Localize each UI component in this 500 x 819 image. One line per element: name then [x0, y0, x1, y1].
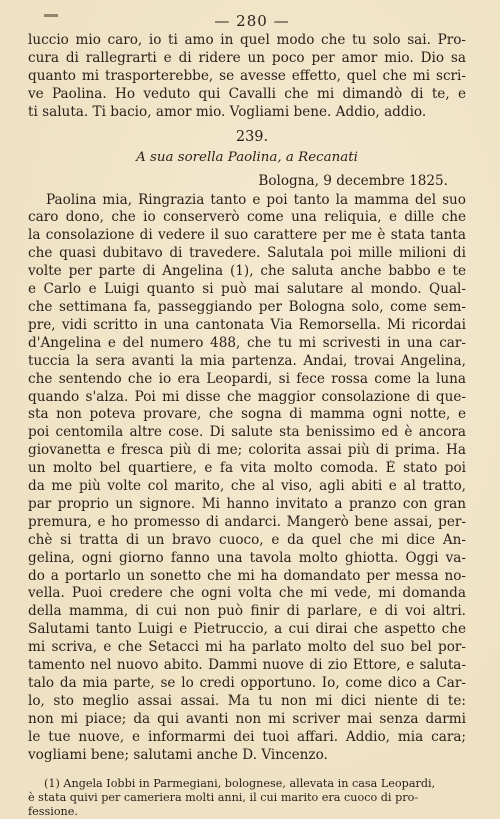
letter-heading: A sua sorella Paolina, a Recanati: [136, 149, 358, 165]
text-line: cura di rallegrarti e di ridere un poco per amor mio. Dio sa: [28, 49, 466, 66]
text-line: le tue nuove, e informarmi dei tuoi affari. Addio, mia cara;: [28, 728, 466, 745]
text-line: non mi piace; da qui avanti non mi scriver mai senza darmi: [28, 710, 466, 727]
text-line: che settimana fa, passeggiando per Bologna solo, come sem-: [28, 298, 466, 315]
text-line: della mamma, di cui non può finir di parlare, e di voi altri.: [28, 603, 466, 620]
text-line: vella. Puoi credere che ogni volta che mi vede, mi domanda: [28, 585, 466, 602]
letter-number: 239.: [235, 128, 269, 145]
text-line: luccio mio caro, io ti amo in quel modo che tu solo sai. Pro-: [28, 32, 466, 48]
text-line: un molto bel quartiere, e fa vita molto comoda. È stato poi: [28, 460, 466, 477]
text-line: par proprio un signore. Mi hanno invitato a pranzo con gran: [28, 495, 466, 512]
text-line: che quasi dubitavo di travedere. Salutala poi mille milioni di: [28, 245, 466, 262]
letter-dateline: Bologna, 9 decembre 1825.: [258, 172, 448, 189]
text-line: tamento nel nuovo abito. Dammi nuove di zio Ettore, e saluta-: [28, 657, 466, 674]
text-line: quando s'alza. Poi mi disse che maggior consolazione di que-: [28, 388, 466, 405]
letter-body: [28, 192, 466, 765]
text-line: gelina, ogni giorno fanno una tavola molto ghiotta. Oggi va-: [28, 549, 466, 566]
text-line: la consolazione di vedere il suo carattere per me è stata tanta: [28, 227, 466, 244]
text-line: premura, e ho promesso di andarci. Mangerò bene assai, per-: [28, 513, 466, 530]
text-line: quanto mi trasporterebbe, se avesse effetto, quel che mi scri-: [28, 67, 466, 84]
footnote-line: è stata quivi per cameriera molti anni, il cui marito era cuoco di pro-: [28, 790, 419, 804]
text-line: giovanetta e fresca più di me; colorita assai più di prima. Ha: [28, 442, 466, 459]
text-line: sta non poteva provare, che sogna di mamma ogni notte, e: [28, 406, 466, 423]
text-line: Salutami tanto Luigi e Pietruccio, a cui dirai che aspetto che: [28, 621, 466, 638]
footnote-line: (1) Angela Iobbi in Parmegiani, bolognese, allevata in casa Leopardi,: [44, 776, 436, 790]
text-line: do a portarlo un sonetto che mi ha domandato per messa no-: [28, 567, 466, 584]
text-line: Paolina mia, Ringrazia tanto e poi tanto la mamma del suo: [46, 191, 466, 208]
text-line: vogliami bene; salutami anche D. Vincenzo.: [28, 746, 328, 763]
footnote: [28, 777, 466, 819]
text-line: che sentendo che io era Leopardi, si fece rossa come la luna: [28, 370, 466, 387]
text-line: tuccia la sera avanti la mia partenza. Andai, trovai Angelina,: [28, 352, 466, 369]
previous-letter-text: [28, 32, 466, 122]
text-line: chè si tratta di un bravo cuoco, e da quel che mi dice An-: [28, 531, 466, 548]
text-line: lo, sto meglio assai assai. Ma tu non mi dici niente di te:: [28, 692, 466, 709]
text-line: ve Paolina. Ho veduto qui Cavalli che mi dimandò di te, e: [28, 85, 466, 102]
text-line: caro dono, che io conserverò come una reliquia, e dille che: [28, 209, 466, 226]
text-line: da me più volte col marito, che al viso, agli abiti e al tratto,: [28, 478, 466, 495]
text-line: e Carlo e Luigi quanto si può mai salutare al mondo. Qual-: [28, 281, 466, 298]
text-line: pre, vidi scritto in una cantonata Via Remorsella. Mi ricordai: [28, 316, 466, 333]
footnote-line: fessione.: [28, 804, 78, 818]
text-line: d'Angelina e del numero 488, che tu mi scrivesti in una car-: [28, 334, 466, 351]
text-line: volte per parte di Angelina (1), che saluta anche babbo e te: [28, 263, 466, 280]
text-line: talo da mia parte, se lo credi opportuno. Io, come dico a Car-: [28, 675, 466, 691]
text-line: ti saluta. Ti bacio, amor mio. Vogliami bene. Addio, addio.: [28, 103, 427, 120]
ink-mark: [44, 14, 58, 17]
page-number: — 280 —: [214, 12, 290, 30]
text-line: poi centomila altre cose. Di salute sta benissimo ed è ancora: [28, 424, 466, 441]
text-line: mi scriva, e che Setacci mi ha parlato molto del suo bel por-: [28, 639, 466, 656]
